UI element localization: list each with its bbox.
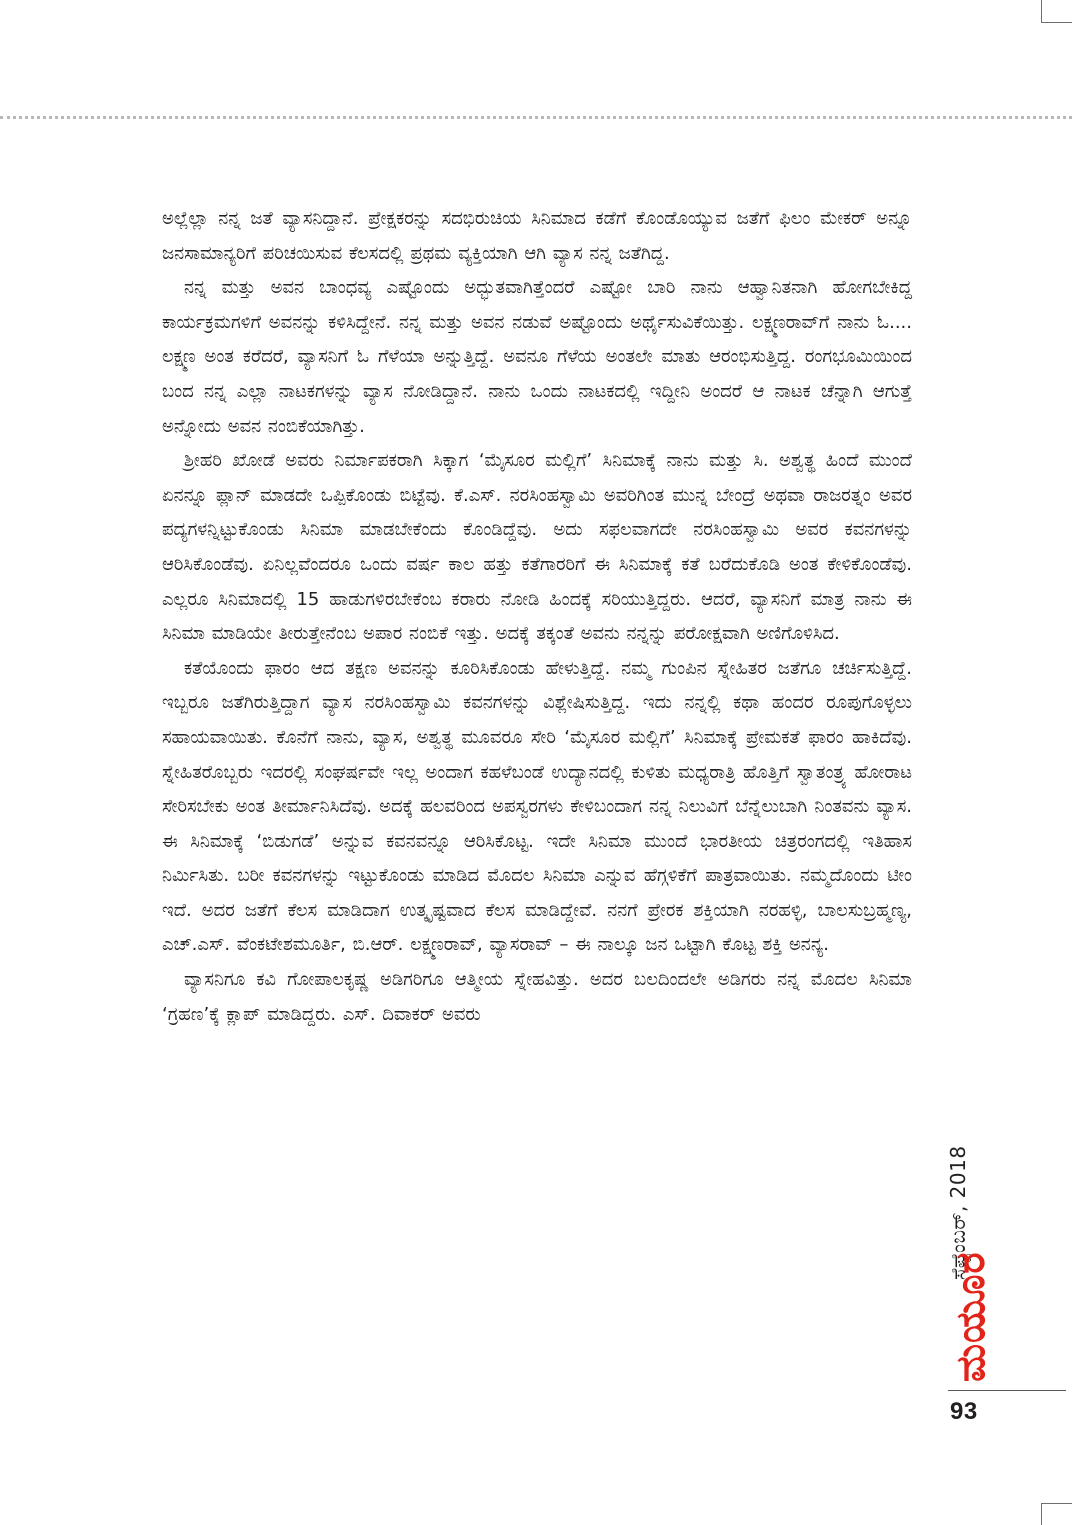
page-number: 93 [950, 1398, 978, 1425]
crop-mark-bottom-vertical [1041, 1503, 1042, 1525]
magazine-logo: ಮಯೂರ [948, 1251, 994, 1382]
crop-mark-bottom-horizontal [1041, 1503, 1072, 1504]
article-body [162, 202, 912, 1032]
folio-rule [948, 1390, 1066, 1391]
paragraph: ವ್ಯಾಸನಿಗೂ ಕವಿ ಗೋಪಾಲಕೃಷ್ಣ ಅಡಿಗರಿಗೂ ಆತ್ಮೀಯ ಸ್ನೇಹವಿತ್ತು. ಅದರ ಬಲದಿಂದಲೇ ಅಡಿಗರು ನನ್ನ ಮೊದಲ ಸಿನಿಮಾ ‘ಗ್ರಹಣ’ಕ್ಕೆ ಕ್ಲಾಪ್ ಮಾಡಿದ್ದರು. ಎಸ್. ದಿವಾಕರ್ ಅವರು [162, 969, 912, 1025]
crop-mark-top-horizontal [1041, 22, 1072, 23]
paragraph: ಕತೆಯೊಂದು ಫಾರಂ ಆದ ತಕ್ಷಣ ಅವನನ್ನು ಕೂರಿಸಿಕೊಂಡು ಹೇಳುತ್ತಿದ್ದೆ. ನಮ್ಮ ಗುಂಪಿನ ಸ್ನೇಹಿತರ ಜತೆಗೂ ಚರ್ಚಿಸುತ್ತಿದ್ದೆ. ಇಬ್ಬರೂ ಜತೆಗಿರುತ್ತಿದ್ದಾಗ ವ್ಯಾಸ ನರಸಿಂಹಸ್ವಾಮಿ ಕವನಗಳನ್ನು ವಿಶ್ಲೇಷಿಸುತ್ತಿದ್ದ. ಇದು ನನ್ನಲ್ಲಿ ಕಥಾ ಹಂದರ ರೂಪುಗೊಳ್ಳಲು ಸಹಾಯವಾಯಿತು. ಕೊನೆಗೆ ನಾನು, ವ್ಯಾಸ, ಅಶ್ವತ್ಥ ಮೂವರೂ ಸೇರಿ ‘ಮೈಸೂರ ಮಲ್ಲಿಗೆ’ ಸಿನಿಮಾಕ್ಕೆ ಪ್ರೇಮಕತೆ ಫಾರಂ ಹಾಕಿದೆವು. ಸ್ನೇಹಿತರೊಬ್ಬರು ಇದರಲ್ಲಿ ಸಂಘರ್ಷವೇ ಇಲ್ಲ ಅಂದಾಗ ಕಹಳೆಬಂಡೆ ಉದ್ಯಾನದಲ್ಲಿ ಕುಳಿತು ಮಧ್ಯರಾತ್ರಿ ಹೊತ್ತಿಗೆ ಸ್ವಾತಂತ್ರ್ಯ ಹೋರಾಟ ಸೇರಿಸಬೇಕು ಅಂತ ತೀರ್ಮಾನಿಸಿದೆವು. ಅದಕ್ಕೆ ಹಲವರಿಂದ ಅಪಸ್ವರಗಳು ಕೇಳಿಬಂದಾಗ ನನ್ನ ನಿಲುವಿಗೆ ಬೆನ್ನೆಲುಬಾಗಿ ನಿಂತವನು ವ್ಯಾಸ. ಈ ಸಿನಿಮಾಕ್ಕೆ ‘ಬಿಡುಗಡೆ’ ಅನ್ನುವ ಕವನವನ್ನೂ ಆರಿಸಿಕೊಟ್ಟ. ಇದೇ ಸಿನಿಮಾ ಮುಂದೆ ಭಾರತೀಯ ಚಿತ್ರರಂಗದಲ್ಲಿ ಇತಿಹಾಸ ನಿರ್ಮಿಸಿತು. ಬರೀ ಕವನಗಳನ್ನು ಇಟ್ಟುಕೊಂಡು ಮಾಡಿದ ಮೊದಲ ಸಿನಿಮಾ ಎನ್ನುವ ಹೆಗ್ಗಳಿಕೆಗೆ ಪಾತ್ರವಾಯಿತು. ನಮ್ಮದೊಂದು ಟೀಂ ಇದೆ. ಅದರ ಜತೆಗೆ ಕೆಲಸ ಮಾಡಿದಾಗ ಉತ್ಕೃಷ್ಟವಾದ ಕೆಲಸ ಮಾಡಿದ್ದೇವೆ. ನನಗೆ ಪ್ರೇರಕ ಶಕ್ತಿಯಾಗಿ ನರಹಳ್ಳಿ, ಬಾಲಸುಬ್ರಹ್ಮಣ್ಯ, ಎಚ್.ಎಸ್. ವೆಂಕಟೇಶಮೂರ್ತಿ, ಬಿ.ಆರ್. ಲಕ್ಷ್ಮಣರಾವ್, ವ್ಯಾಸರಾವ್ – ಈ ನಾಲ್ಕೂ ಜನ ಒಟ್ಟಾಗಿ ಕೊಟ್ಟ ಶಕ್ತಿ ಅನನ್ಯ. [162, 657, 912, 956]
crop-mark-top-vertical [1041, 0, 1042, 22]
header-dotted-rule [0, 116, 1072, 119]
issue-date: ಸೆಪ್ಟೆಂಬರ್, 2018 [946, 1145, 970, 1280]
paragraph: ನನ್ನ ಮತ್ತು ಅವನ ಬಾಂಧವ್ಯ ಎಷ್ಟೊಂದು ಅದ್ಭುತವಾಗಿತ್ತೆಂದರೆ ಎಷ್ಟೋ ಬಾರಿ ನಾನು ಆಹ್ವಾನಿತನಾಗಿ ಹೋಗಬೇಕಿದ್ದ ಕಾರ್ಯಕ್ರಮಗಳಿಗೆ ಅವನನ್ನು ಕಳಿಸಿದ್ದೇನೆ. ನನ್ನ ಮತ್ತು ಅವನ ನಡುವೆ ಅಷ್ಟೊಂದು ಅರ್ಥೈಸುವಿಕೆಯಿತ್ತು. ಲಕ್ಷ್ಮಣರಾವ್‌ಗೆ ನಾನು ಓ.... ಲಕ್ಷ್ಮಣ ಅಂತ ಕರೆದರೆ, ವ್ಯಾಸನಿಗೆ ಓ ಗೆಳೆಯಾ ಅನ್ನುತ್ತಿದ್ದೆ. ಅವನೂ ಗೆಳೆಯ ಅಂತಲೇ ಮಾತು ಆರಂಭಿಸುತ್ತಿದ್ದ. ರಂಗಭೂಮಿಯಿಂದ ಬಂದ ನನ್ನ ಎಲ್ಲಾ ನಾಟಕಗಳನ್ನು ವ್ಯಾಸ ನೋಡಿದ್ದಾನೆ. ನಾನು ಒಂದು ನಾಟಕದಲ್ಲಿ ಇದ್ದೀನಿ ಅಂದರೆ ಆ ನಾಟಕ ಚೆನ್ನಾಗಿ ಆಗುತ್ತೆ ಅನ್ನೋದು ಅವನ ನಂಬಿಕೆಯಾಗಿತ್ತು. [162, 277, 912, 437]
paragraph: ಅಲ್ಲೆಲ್ಲಾ ನನ್ನ ಜತೆ ವ್ಯಾಸನಿದ್ದಾನೆ. ಪ್ರೇಕ್ಷಕರನ್ನು ಸದಭಿರುಚಿಯ ಸಿನಿಮಾದ ಕಡೆಗೆ ಕೊಂಡೊಯ್ಯುವ ಜತೆಗೆ ಫಿಲಂ ಮೇಕರ್ ಅನ್ನೂ ಜನಸಾಮಾನ್ಯರಿಗೆ ಪರಿಚಯಿಸುವ ಕೆಲಸದಲ್ಲಿ ಪ್ರಥಮ ವ್ಯಕ್ತಿಯಾಗಿ ಆಗಿ ವ್ಯಾಸ ನನ್ನ ಜತೆಗಿದ್ದ. [162, 208, 912, 264]
paragraph: ಶ್ರೀಹರಿ ಖೋಡೆ ಅವರು ನಿರ್ಮಾಪಕರಾಗಿ ಸಿಕ್ಕಾಗ ‘ಮೈಸೂರ ಮಲ್ಲಿಗೆ’ ಸಿನಿಮಾಕ್ಕೆ ನಾನು ಮತ್ತು ಸಿ. ಅಶ್ವತ್ಥ ಹಿಂದೆ ಮುಂದೆ ಏನನ್ನೂ ಪ್ಲಾನ್ ಮಾಡದೇ ಒಪ್ಪಿಕೊಂಡು ಬಿಟ್ಟೆವು. ಕೆ.ಎಸ್. ನರಸಿಂಹಸ್ವಾಮಿ ಅವರಿಗಿಂತ ಮುನ್ನ ಬೇಂದ್ರೆ ಅಥವಾ ರಾಜರತ್ನಂ ಅವರ ಪದ್ಯಗಳನ್ನಿಟ್ಟುಕೊಂಡು ಸಿನಿಮಾ ಮಾಡಬೇಕೆಂದು ಕೊಂಡಿದ್ದೆವು. ಅದು ಸಫಲವಾಗದೇ ನರಸಿಂಹಸ್ವಾಮಿ ಅವರ ಕವನಗಳನ್ನು ಆರಿಸಿಕೊಂಡೆವು. ಏನಿಲ್ಲವೆಂದರೂ ಒಂದು ವರ್ಷ ಕಾಲ ಹತ್ತು ಕತೆಗಾರರಿಗೆ ಈ ಸಿನಿಮಾಕ್ಕೆ ಕತೆ ಬರೆದುಕೊಡಿ ಅಂತ ಕೇಳಿಕೊಂಡೆವು. ಎಲ್ಲರೂ ಸಿನಿಮಾದಲ್ಲಿ 15 ಹಾಡುಗಳಿರಬೇಕೆಂಬ ಕರಾರು ನೋಡಿ ಹಿಂದಕ್ಕೆ ಸರಿಯುತ್ತಿದ್ದರು. ಆದರೆ, ವ್ಯಾಸನಿಗೆ ಮಾತ್ರ ನಾನು ಈ ಸಿನಿಮಾ ಮಾಡಿಯೇ ತೀರುತ್ತೇನೆಂಬ ಅಪಾರ ನಂಬಿಕೆ ಇತ್ತು. ಅದಕ್ಕೆ ತಕ್ಕಂತೆ ಅವನು ನನ್ನನ್ನು ಪರೋಕ್ಷವಾಗಿ ಅಣಿಗೊಳಿಸಿದ. [162, 450, 912, 645]
